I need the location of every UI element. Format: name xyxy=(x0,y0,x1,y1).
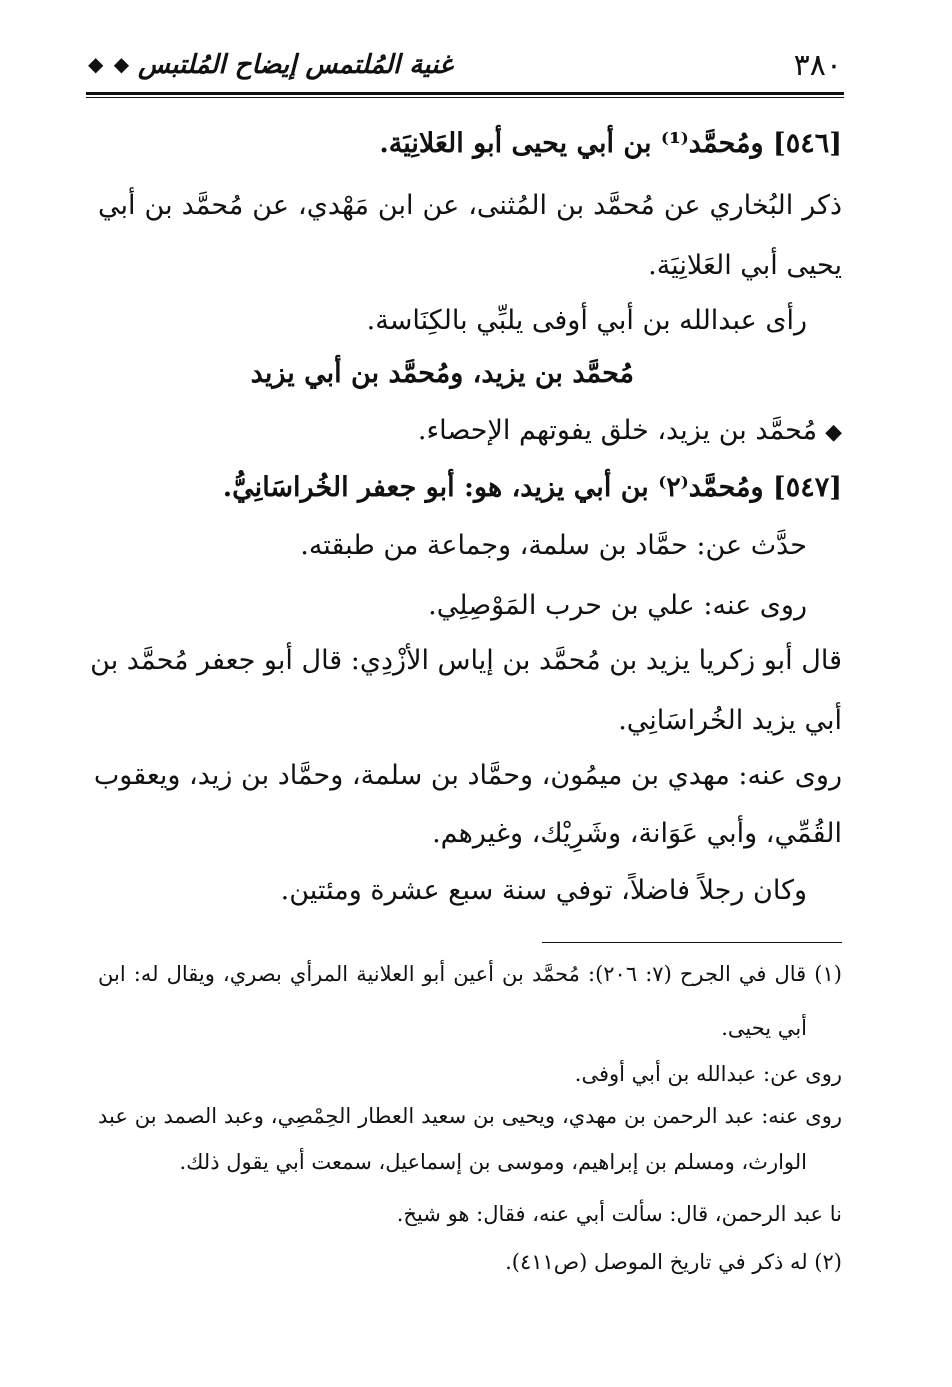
diamond-bullet-icon: ◆ xyxy=(825,420,842,445)
footnote-line: روى عنه: عبد الرحمن بن مهدي، ويحيى بن سعيد العطار الحِمْصِي، وعبد الصمد بن عبد xyxy=(98,1104,842,1128)
footnote-line: نا عبد الرحمن، قال: سألت أبي عنه، فقال: هو شيخ. xyxy=(396,1202,842,1226)
text-line: القُمِّي، وأبي عَوَانة، وشَرِيْك، وغيرهم. xyxy=(432,818,842,849)
footnote-line: أبي يحيى. xyxy=(721,1016,807,1040)
text-line: ذكر البُخاري عن مُحمَّد بن المُثنى، عن ابن مَهْدي، عن مُحمَّد بن أبي xyxy=(98,190,842,221)
text-line: قال أبو زكريا يزيد بن مُحمَّد بن إياس الأزْدِي: قال أبو جعفر مُحمَّد بن xyxy=(90,645,842,676)
text-line: حدَّث عن: حمَّاد بن سلمة، وجماعة من طبقته. xyxy=(300,530,807,561)
footnote-line: (٢) له ذكر في تاريخ الموصل (ص٤١١). xyxy=(505,1250,842,1274)
title-ornament: ◆ ◆ xyxy=(88,52,132,76)
section-heading: مُحمَّد بن يزيد، ومُحمَّد بن أبي يزيد xyxy=(250,358,634,389)
page-header xyxy=(88,44,842,90)
header-rule-thick xyxy=(86,92,844,95)
header-rule-thin xyxy=(86,97,844,98)
text-line: رأى عبدالله بن أبي أوفى يلبِّي بالكِنَاسة. xyxy=(366,305,807,336)
entry-546-heading: [٥٤٦] ومُحمَّد⁽¹⁾ بن أبي يحيى أبو العَلانِيَة. xyxy=(379,128,842,159)
footnote-rule xyxy=(542,942,842,943)
bullet-line xyxy=(418,415,842,446)
running-title: غنية المُلتمس إيضاح المُلتبس xyxy=(138,50,453,80)
text-line: أبي يزيد الخُراسَانِي. xyxy=(618,705,842,736)
page-number: ٣٨٠ xyxy=(793,48,842,83)
text-line: يحيى أبي العَلانِيَة. xyxy=(648,250,842,281)
footnote-line: روى عن: عبدالله بن أبي أوفى. xyxy=(574,1062,842,1086)
entry-547-heading: [٥٤٧] ومُحمَّد⁽٢⁾ بن أبي يزيد، هو: أبو جعفر الخُراسَانِيُّ. xyxy=(222,472,842,503)
text-line: وكان رجلاً فاضلاً، توفي سنة سبع عشرة ومئتين. xyxy=(280,875,807,906)
bullet-text: مُحمَّد بن يزيد، خلق يفوتهم الإحصاء. xyxy=(417,415,818,446)
text-line: روى عنه: مهدي بن ميمُون، وحمَّاد بن سلمة، وحمَّاد بن زيد، ويعقوب xyxy=(93,760,842,791)
footnote-line: (١) قال في الجرح (٧: ٢٠٦): مُحمَّد بن أعين أبو العلانية المرأي بصري، ويقال له: ابن xyxy=(98,962,842,986)
footnote-line: الوارث، ومسلم بن إبراهيم، وموسى بن إسماعيل، سمعت أبي يقول ذلك. xyxy=(179,1150,807,1174)
text-line: روى عنه: علي بن حرب المَوْصِلِي. xyxy=(428,590,807,621)
